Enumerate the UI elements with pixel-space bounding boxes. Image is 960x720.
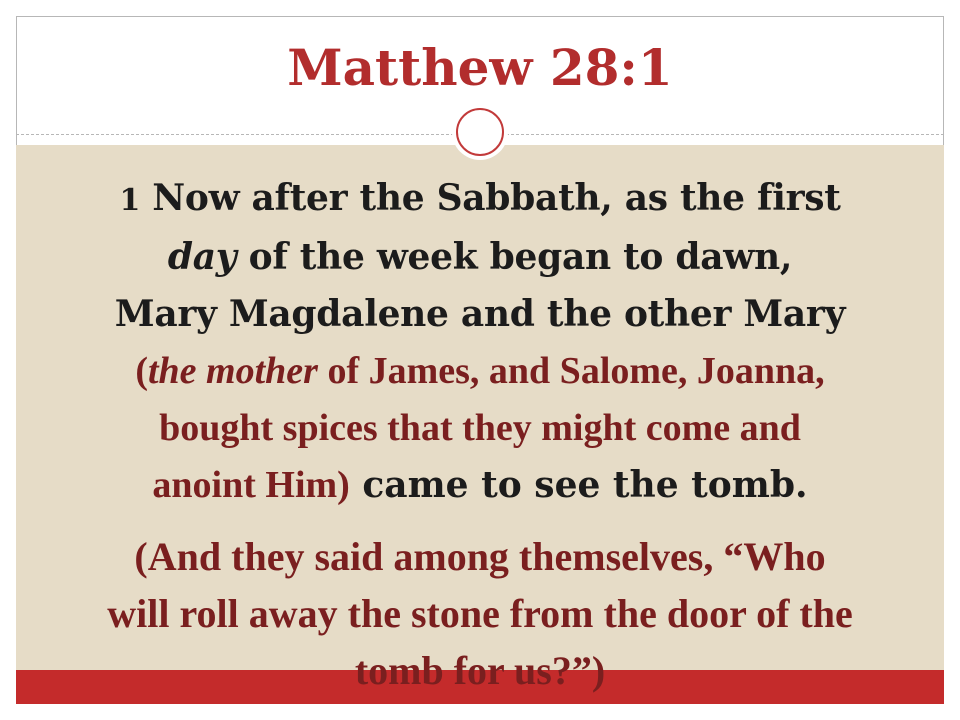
verse-line-4-paren: (	[135, 350, 148, 392]
circle-ornament-icon	[452, 104, 508, 160]
verse-line-2-text: of the week began to dawn,	[236, 236, 793, 278]
verse-line-3: Mary Magdalene and the other Mary	[114, 293, 846, 335]
verse-line-1	[24, 170, 936, 229]
verse-line-1-text: Now after the Sabbath, as the first	[152, 177, 841, 219]
verse-number: 1	[119, 183, 141, 218]
verse-line-4-text: of James, and Salome, Joanna,	[317, 350, 825, 392]
ornament-outer-ring	[456, 108, 504, 156]
verse-text	[24, 170, 936, 514]
verse-line-6	[24, 457, 936, 514]
verse-line-5: bought spices that they might come and	[159, 407, 801, 449]
slide-title: Matthew 28:1	[287, 38, 673, 97]
quote-line-1: (And they said among themselves, “Who	[134, 534, 826, 579]
quote-text	[24, 528, 936, 699]
verse-line-2	[24, 229, 936, 286]
verse-line-6-dark: came to see the tomb.	[349, 464, 808, 506]
quote-line-2: will roll away the stone from the door of the	[107, 591, 853, 636]
quote-line-3: tomb for us?”)	[354, 648, 606, 693]
verse-line-2-italic: day	[167, 236, 237, 278]
verse-line-6-red: anoint Him)	[152, 464, 350, 506]
verse-line-4	[24, 343, 936, 400]
verse-line-4-italic: the mother	[147, 350, 318, 392]
